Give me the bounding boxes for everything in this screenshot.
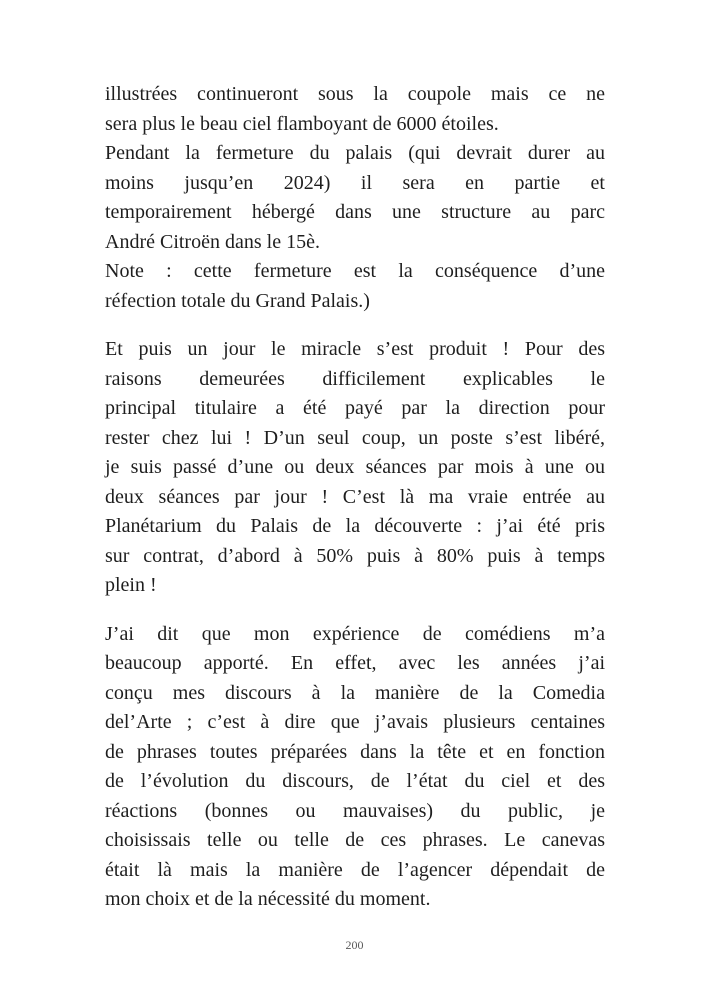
text-line: rester chez lui ! D’un seul coup, un poste s’est libéré, — [105, 426, 605, 449]
text-line: réactions (bonnes ou mauvaises) du public, je — [105, 799, 605, 822]
text-line: sera plus le beau ciel flamboyant de 6000 étoiles. — [105, 112, 499, 135]
paragraph — [105, 335, 605, 601]
text-line: je suis passé d’une ou deux séances par mois à une ou — [105, 456, 605, 478]
text-line: de phrases toutes préparées dans la tête et en fonction — [105, 740, 605, 763]
text-line: beaucoup apporté. En effet, avec les années j’ai — [105, 652, 605, 674]
text-line: Note : cette fermeture est la conséquence d’une — [105, 260, 605, 282]
paragraph — [105, 139, 605, 257]
text-line: moins jusqu’en 2024) il sera en partie et — [105, 171, 605, 194]
text-line: raisons demeurées difficilement explicables le — [105, 367, 605, 390]
text-line: conçu mes discours à la manière de la Comedia — [105, 681, 605, 704]
text-line: deux séances par jour ! C’est là ma vraie entrée au — [105, 485, 605, 508]
page-number: 200 — [345, 938, 364, 952]
paragraph — [105, 80, 605, 139]
text-line: Planétarium du Palais de la découverte : j’ai été pris — [105, 515, 605, 537]
paragraph — [105, 620, 605, 915]
text-line: mon choix et de la nécessité du moment. — [105, 888, 431, 910]
text-line: del’Arte ; c’est à dire que j’avais plusieurs centaines — [105, 711, 605, 733]
text-block — [105, 80, 605, 915]
text-line: Et puis un jour le miracle s’est produit ! Pour des — [105, 338, 605, 360]
text-line: André Citroën dans le 15è. — [105, 230, 320, 253]
text-line: principal titulaire a été payé par la direction pour — [105, 397, 605, 419]
text-line: choisissais telle ou telle de ces phrases. Le canevas — [105, 829, 605, 851]
text-line: Pendant la fermeture du palais (qui devrait durer au — [105, 142, 605, 164]
text-line: de l’évolution du discours, de l’état du ciel et des — [105, 770, 605, 792]
paragraph — [105, 257, 605, 316]
text-line: était là mais la manière de l’agencer dépendait de — [105, 858, 605, 881]
text-line: sur contrat, d’abord à 50% puis à 80% puis à temps — [105, 544, 605, 567]
text-line: temporairement hébergé dans une structure au parc — [105, 201, 605, 223]
text-line: illustrées continueront sous la coupole mais ce ne — [105, 83, 605, 105]
text-line: J’ai dit que mon expérience de comédiens m’a — [105, 622, 605, 645]
text-line: réfection totale du Grand Palais.) — [105, 289, 370, 312]
text-line: plein ! — [105, 574, 157, 596]
